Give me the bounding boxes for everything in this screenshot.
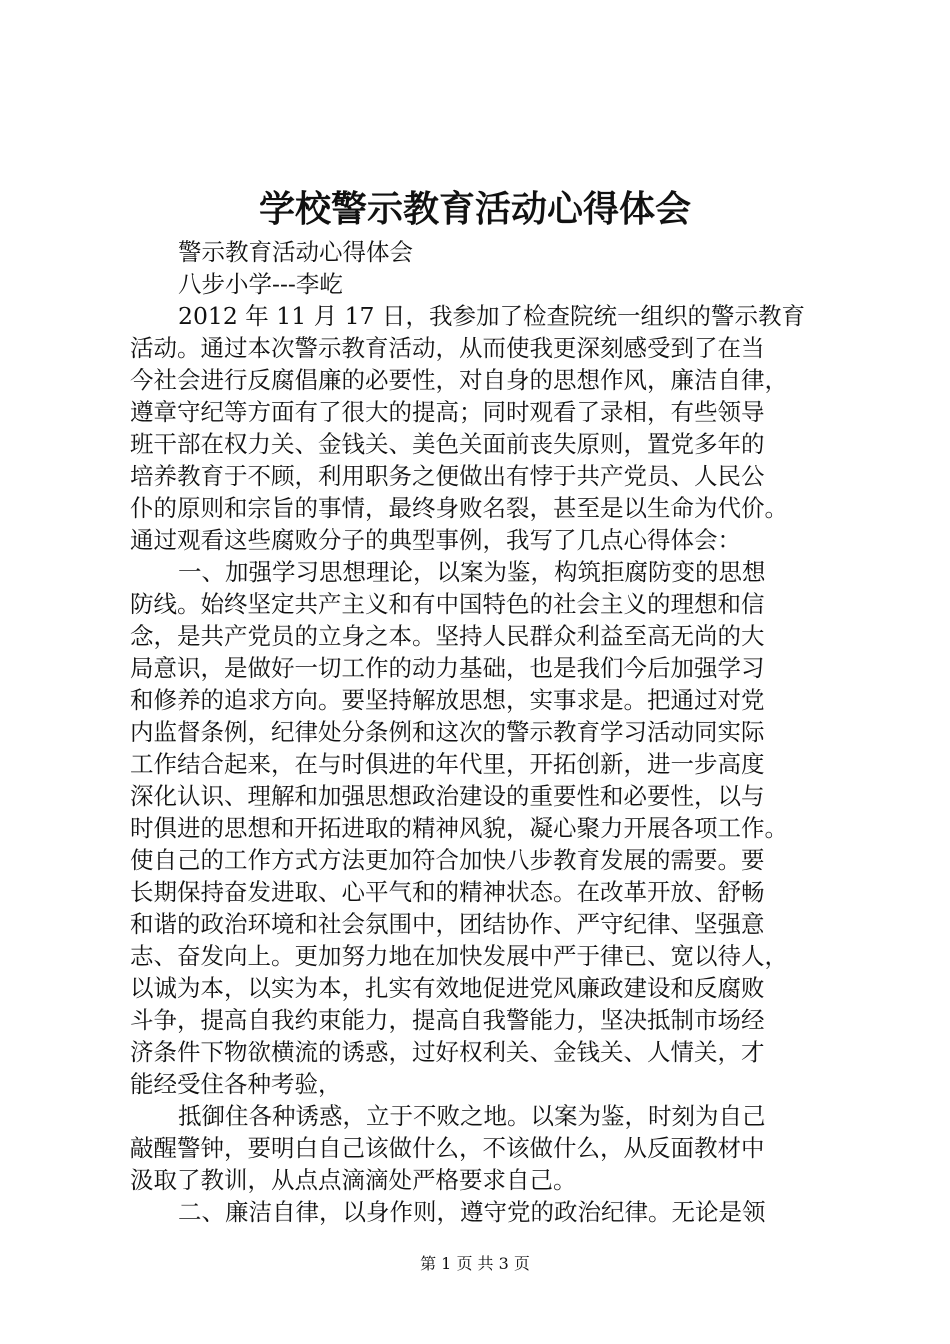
body-line: 班干部在权力关、金钱关、美色关面前丧失原则，置党多年的 [130,430,765,458]
body-line: 工作结合起来，在与时俱进的年代里，开拓创新，进一步高度 [130,750,765,778]
body-line: 和修养的追求方向。要坚持解放思想，实事求是。把通过对党 [130,686,765,714]
body-line: 济条件下物欲横流的诱惑，过好权利关、金钱关、人情关，才 [130,1038,765,1066]
body-line: 志、奋发向上。更加努力地在加快发展中严于律已、宽以待人， [130,942,788,970]
document-title: 学校警示教育活动心得体会 [258,188,691,230]
body-line: 遵章守纪等方面有了很大的提高；同时观看了录相，有些领导 [130,398,765,426]
body-line: 内监督条例，纪律处分条例和这次的警示教育学习活动同实际 [130,718,765,746]
body-line: 2012 年 11 月 17 日，我参加了检查院统一组织的警示教育 [178,302,805,330]
body-line: 能经受住各种考验， [130,1070,342,1098]
body-line: 使自己的工作方式方法更加符合加快八步教育发展的需要。要 [130,846,765,874]
body-line: 以诚为本，以实为本，扎实有效地促进党风廉政建设和反腐败 [130,974,765,1002]
body-line: 时俱进的思想和开拓进取的精神风貌，凝心聚力开展各项工作。 [130,814,788,842]
body-line: 通过观看这些腐败分子的典型事例，我写了几点心得体会： [130,526,741,554]
body-line: 汲取了教训，从点点滴滴处严格要求自己。 [130,1166,577,1194]
body-line: 八步小学---李屹 [178,270,343,298]
body-line: 和谐的政治环境和社会氛围中，团结协作、严守纪律、坚强意 [130,910,765,938]
body-line: 警示教育活动心得体会 [178,238,413,266]
body-line: 活动。通过本次警示教育活动，从而使我更深刻感受到了在当 [130,334,765,362]
body-line: 长期保持奋发进取、心平气和的精神状态。在改革开放、舒畅 [130,878,765,906]
body-line: 二、廉洁自律，以身作则，遵守党的政治纪律。无论是领 [178,1198,766,1226]
body-line: 一、加强学习思想理论，以案为鉴，构筑拒腐防变的思想 [178,558,766,586]
body-line: 抵御住各种诱惑，立于不败之地。以案为鉴，时刻为自己 [178,1102,766,1130]
page-footer: 第 1 页 共 3 页 [420,1254,530,1273]
body-line: 局意识，是做好一切工作的动力基础，也是我们今后加强学习 [130,654,765,682]
body-line: 培养教育于不顾，利用职务之便做出有悖于共产党员、人民公 [130,462,765,490]
body-line: 防线。始终坚定共产主义和有中国特色的社会主义的理想和信 [130,590,765,618]
body-line: 仆的原则和宗旨的事情，最终身败名裂，甚至是以生命为代价。 [130,494,788,522]
body-line: 斗争，提高自我约束能力，提高自我警能力，坚决抵制市场经 [130,1006,765,1034]
body-line: 念，是共产党员的立身之本。坚持人民群众利益至高无尚的大 [130,622,765,650]
body-line: 敲醒警钟，要明白自己该做什么，不该做什么，从反面教材中 [130,1134,765,1162]
body-line: 深化认识、理解和加强思想政治建设的重要性和必要性，以与 [130,782,765,810]
body-line: 今社会进行反腐倡廉的必要性，对自身的思想作风，廉洁自律， [130,366,788,394]
document-body [130,236,830,1228]
